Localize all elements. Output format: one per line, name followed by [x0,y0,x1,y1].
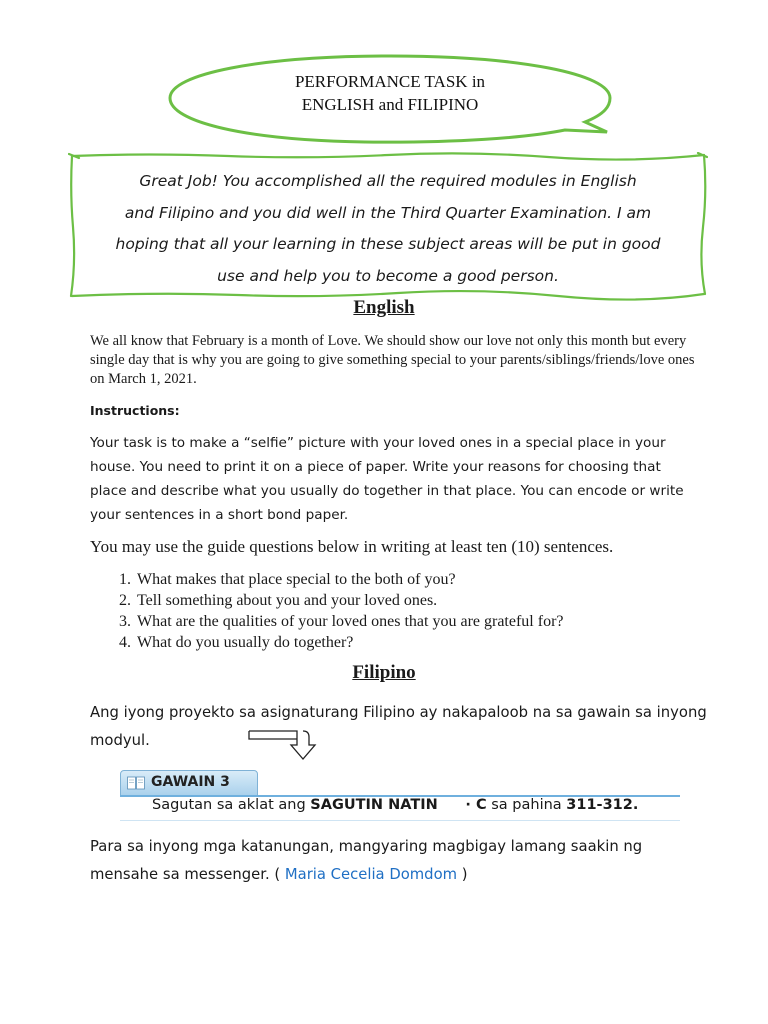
english-heading: English [353,297,415,318]
greeting-line-2: and Filipino and you did well in the Third Quarter Examination. I am [124,203,652,222]
gawain-instr-c: · C [465,797,487,813]
greeting-line-4: use and help you to become a good person. [217,266,559,285]
filipino-text: Ang iyong proyekto sa asignaturang Filipino ay nakapaloob na sa gawain sa inyong modyul. [90,704,707,749]
book-icon [127,776,145,790]
english-intro: We all know that February is a month of Love. We should show our love not only this month but every single day that is why you are going to give something special to your parents/siblings/friends/love ones on March 1, 2021. [90,333,695,387]
filipino-heading: Filipino [352,662,416,683]
greeting-line-1: Great Job! You accomplished all the required modules in English [139,172,637,190]
gawain-label: GAWAIN 3 [151,774,230,790]
greeting-line-3: hoping that all your learning in these subject areas will be put in good [115,235,661,253]
guide-text: You may use the guide questions below in writing at least ten (10) sentences. [90,537,614,556]
arrow-right-down-icon [247,727,319,763]
contact-message: Para sa inyong mga katanungan, mangyaring magbigay lamang saakin ng mensahe sa messenger. ( [90,838,643,883]
gawain-instr-bold: SAGUTIN NATIN [310,797,438,813]
contact-end: ) [457,866,468,883]
greeting-message [88,166,688,292]
gawain-instruction [152,797,692,813]
title-line-1: PERFORMANCE TASK in [294,72,486,91]
list-item: 3. What are the qualities of your loved ones that you are grateful for? [135,611,735,632]
gawain-underline [120,820,680,821]
guide-questions-list [90,569,735,653]
page-title [200,70,580,116]
instructions-label: Instructions: [90,403,180,418]
gawain-instr-start: Sagutan sa aklat ang [152,797,311,813]
list-item: 4. What do you usually do together? [135,632,735,653]
task-description: Your task is to make a “selfie” picture with your loved ones in a special place in your house. You need to print it on a piece of paper. Write your reasons for choosing that place and describe what you usually do together in that place. You can encode or write your sentences in a short bond paper. [90,435,684,523]
gawain-instr-mid: sa pahina [486,797,567,813]
list-item: 2. Tell something about you and your loved ones. [135,590,735,611]
gawain-instr-end: . [632,797,639,813]
gawain-instr-pages: 311-312 [566,797,633,813]
list-item: 1. What makes that place special to the both of you? [135,569,735,590]
contact-text [90,833,710,889]
title-line-2: ENGLISH and FILIPINO [301,95,479,114]
gawain-tab [120,770,258,796]
contact-name: Maria Cecelia Domdom [284,866,458,883]
